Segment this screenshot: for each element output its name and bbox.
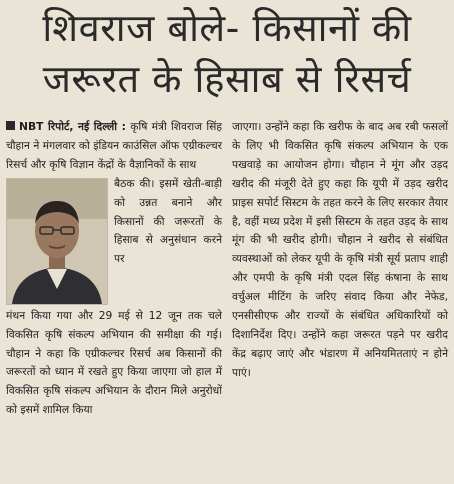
column-1-continued: मंथन किया गया और 29 मई से 12 जून तक चले विकसित कृषि संकल्प अभियान की समीक्षा की गई। चौहान ने कहा कि एग्रीकल्चर रिसर्च अब किसानों की जरूरतों को ध्यान में रखते हुए किया जाएगा जो हाल में विकसित कृषि संकल्प अभियान के दौरान मिले अनुरोधों को इसमें शामिल किया — [6, 308, 222, 417]
minister-photo — [6, 178, 108, 305]
byline: NBT रिपोर्ट, नई दिल्ली : — [19, 120, 126, 133]
article-column-1 — [6, 118, 222, 484]
column-2-text: जाएगा। उन्होंने कहा कि खरीफ के बाद अब रबी फसलों के लिए भी विकसित कृषि संकल्प अभियान के एक पखवाड़े का आयोजन होगा। चौहान ने मूंग और उड़द खरीद की मंजूरी देते हुए कहा कि यूपी में उड़द खरीद प्राइस सपोर्ट सिस्टम के तहत करने के लिए सरकार तैयार है, वहीं मध्य प्रदेश में इसी सिस्टम के तहत उड़द के साथ मूंग की भी खरीद होगी। चौहान ने खरीद से संबंधित व्यवस्थाओं को लेकर यूपी के कृषि मंत्री सूर्य प्रताप शाही और एमपी के कृषि मंत्री एदल सिंह कंषाना के साथ वर्चुअल मीटिंग के जरिए संवाद किया और नेफेड, एनसीसीएफ और राज्यों के संबंधित अधिकारियों को दिशानिर्देश दिए। उन्होंने कहा जरूरत पड़ने पर खरीद केंद्र बढ़ाए जाएं और भंडारण में अनियमितताएं न होने पाएं। — [232, 120, 448, 379]
intro-text: कृषि मंत्री शिवराज सिंह चौहान ने मंगलवार को इंडियन काउंसिल ऑफ एग्रीकल्चर रिसर्च और कृषि विज्ञान केंद्रों के वैज्ञानिकों के साथ — [6, 120, 222, 171]
headline — [6, 2, 448, 104]
article-column-2 — [232, 118, 448, 484]
article-body — [6, 118, 448, 484]
article-intro — [6, 118, 222, 175]
headline-line-1: शिवराज बोले- किसानों की — [42, 6, 412, 50]
headline-line-2: जरूरत के हिसाब से रिसर्च — [42, 57, 412, 101]
person-portrait-icon — [7, 179, 107, 304]
text-beside-photo: बैठक की। इसमें खेती-बाड़ी को उन्नत बनाने और किसानों की जरूरतों के हिसाब से अनुसंधान करने पर — [114, 176, 222, 266]
byline-square-icon — [6, 121, 15, 130]
